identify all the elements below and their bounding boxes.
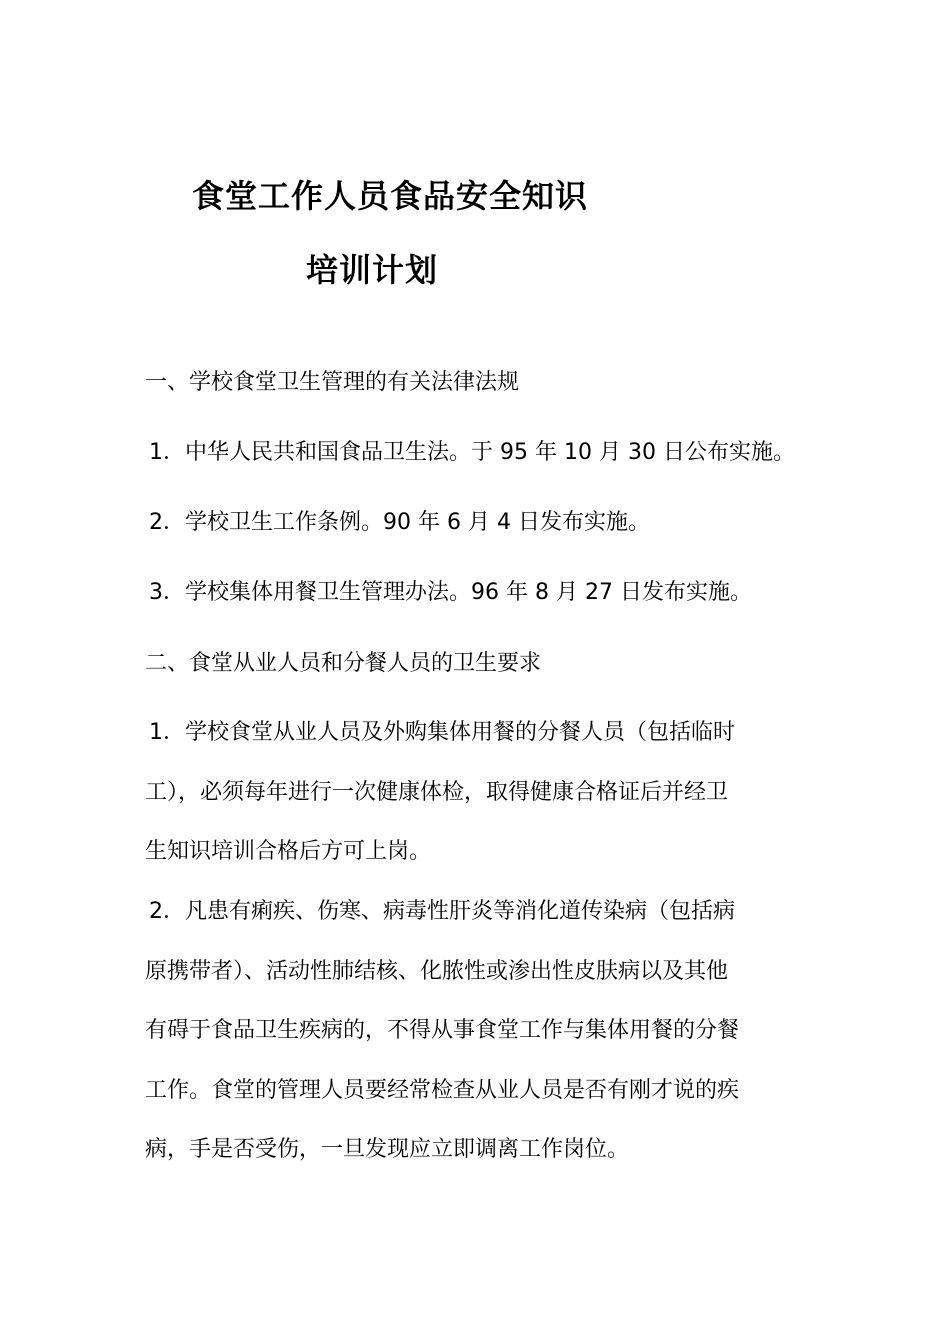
section-1-item: 3．学校集体用餐卫生管理办法。96 年 8 月 27 日发布实施。 [149, 580, 752, 605]
paragraph-line: 1．学校食堂从业人员及外购集体用餐的分餐人员（包括临时 [149, 720, 735, 745]
document-subtitle: 培训计划 [306, 251, 439, 289]
paragraph-line: 有碍于食品卫生疾病的，不得从事食堂工作与集体用餐的分餐 [145, 1018, 740, 1043]
paragraph-line: 2．凡患有痢疾、伤寒、病毒性肝炎等消化道传染病（包括病 [149, 899, 735, 924]
paragraph-line: 工），必须每年进行一次健康体检，取得健康合格证后并经卫 [145, 779, 729, 805]
paragraph-line: 病，手是否受伤，一旦发现应立即调离工作岗位。 [145, 1137, 630, 1162]
section-2-paragraph-2 [145, 882, 810, 1180]
paragraph-line: 生知识培训合格后方可上岗。 [145, 839, 432, 864]
paragraph-line: 工作。食堂的管理人员要经常检查从业人员是否有刚才说的疾 [145, 1077, 740, 1103]
paragraph-line: 原携带者）、活动性肺结核、化脓性或渗出性皮肤病以及其他 [145, 958, 729, 984]
section-2-heading: 二、食堂从业人员和分餐人员的卫生要求 [145, 651, 542, 676]
section-2-paragraph-1 [145, 703, 810, 882]
document-title: 食堂工作人员食品安全知识 [192, 177, 589, 215]
section-1-item: 2．学校卫生工作条例。90 年 6 月 4 日发布实施。 [149, 510, 650, 535]
section-1-item: 1．中华人民共和国食品卫生法。于 95 年 10 月 30 日公布实施。 [149, 440, 795, 465]
section-1-heading: 一、学校食堂卫生管理的有关法律法规 [145, 370, 520, 395]
